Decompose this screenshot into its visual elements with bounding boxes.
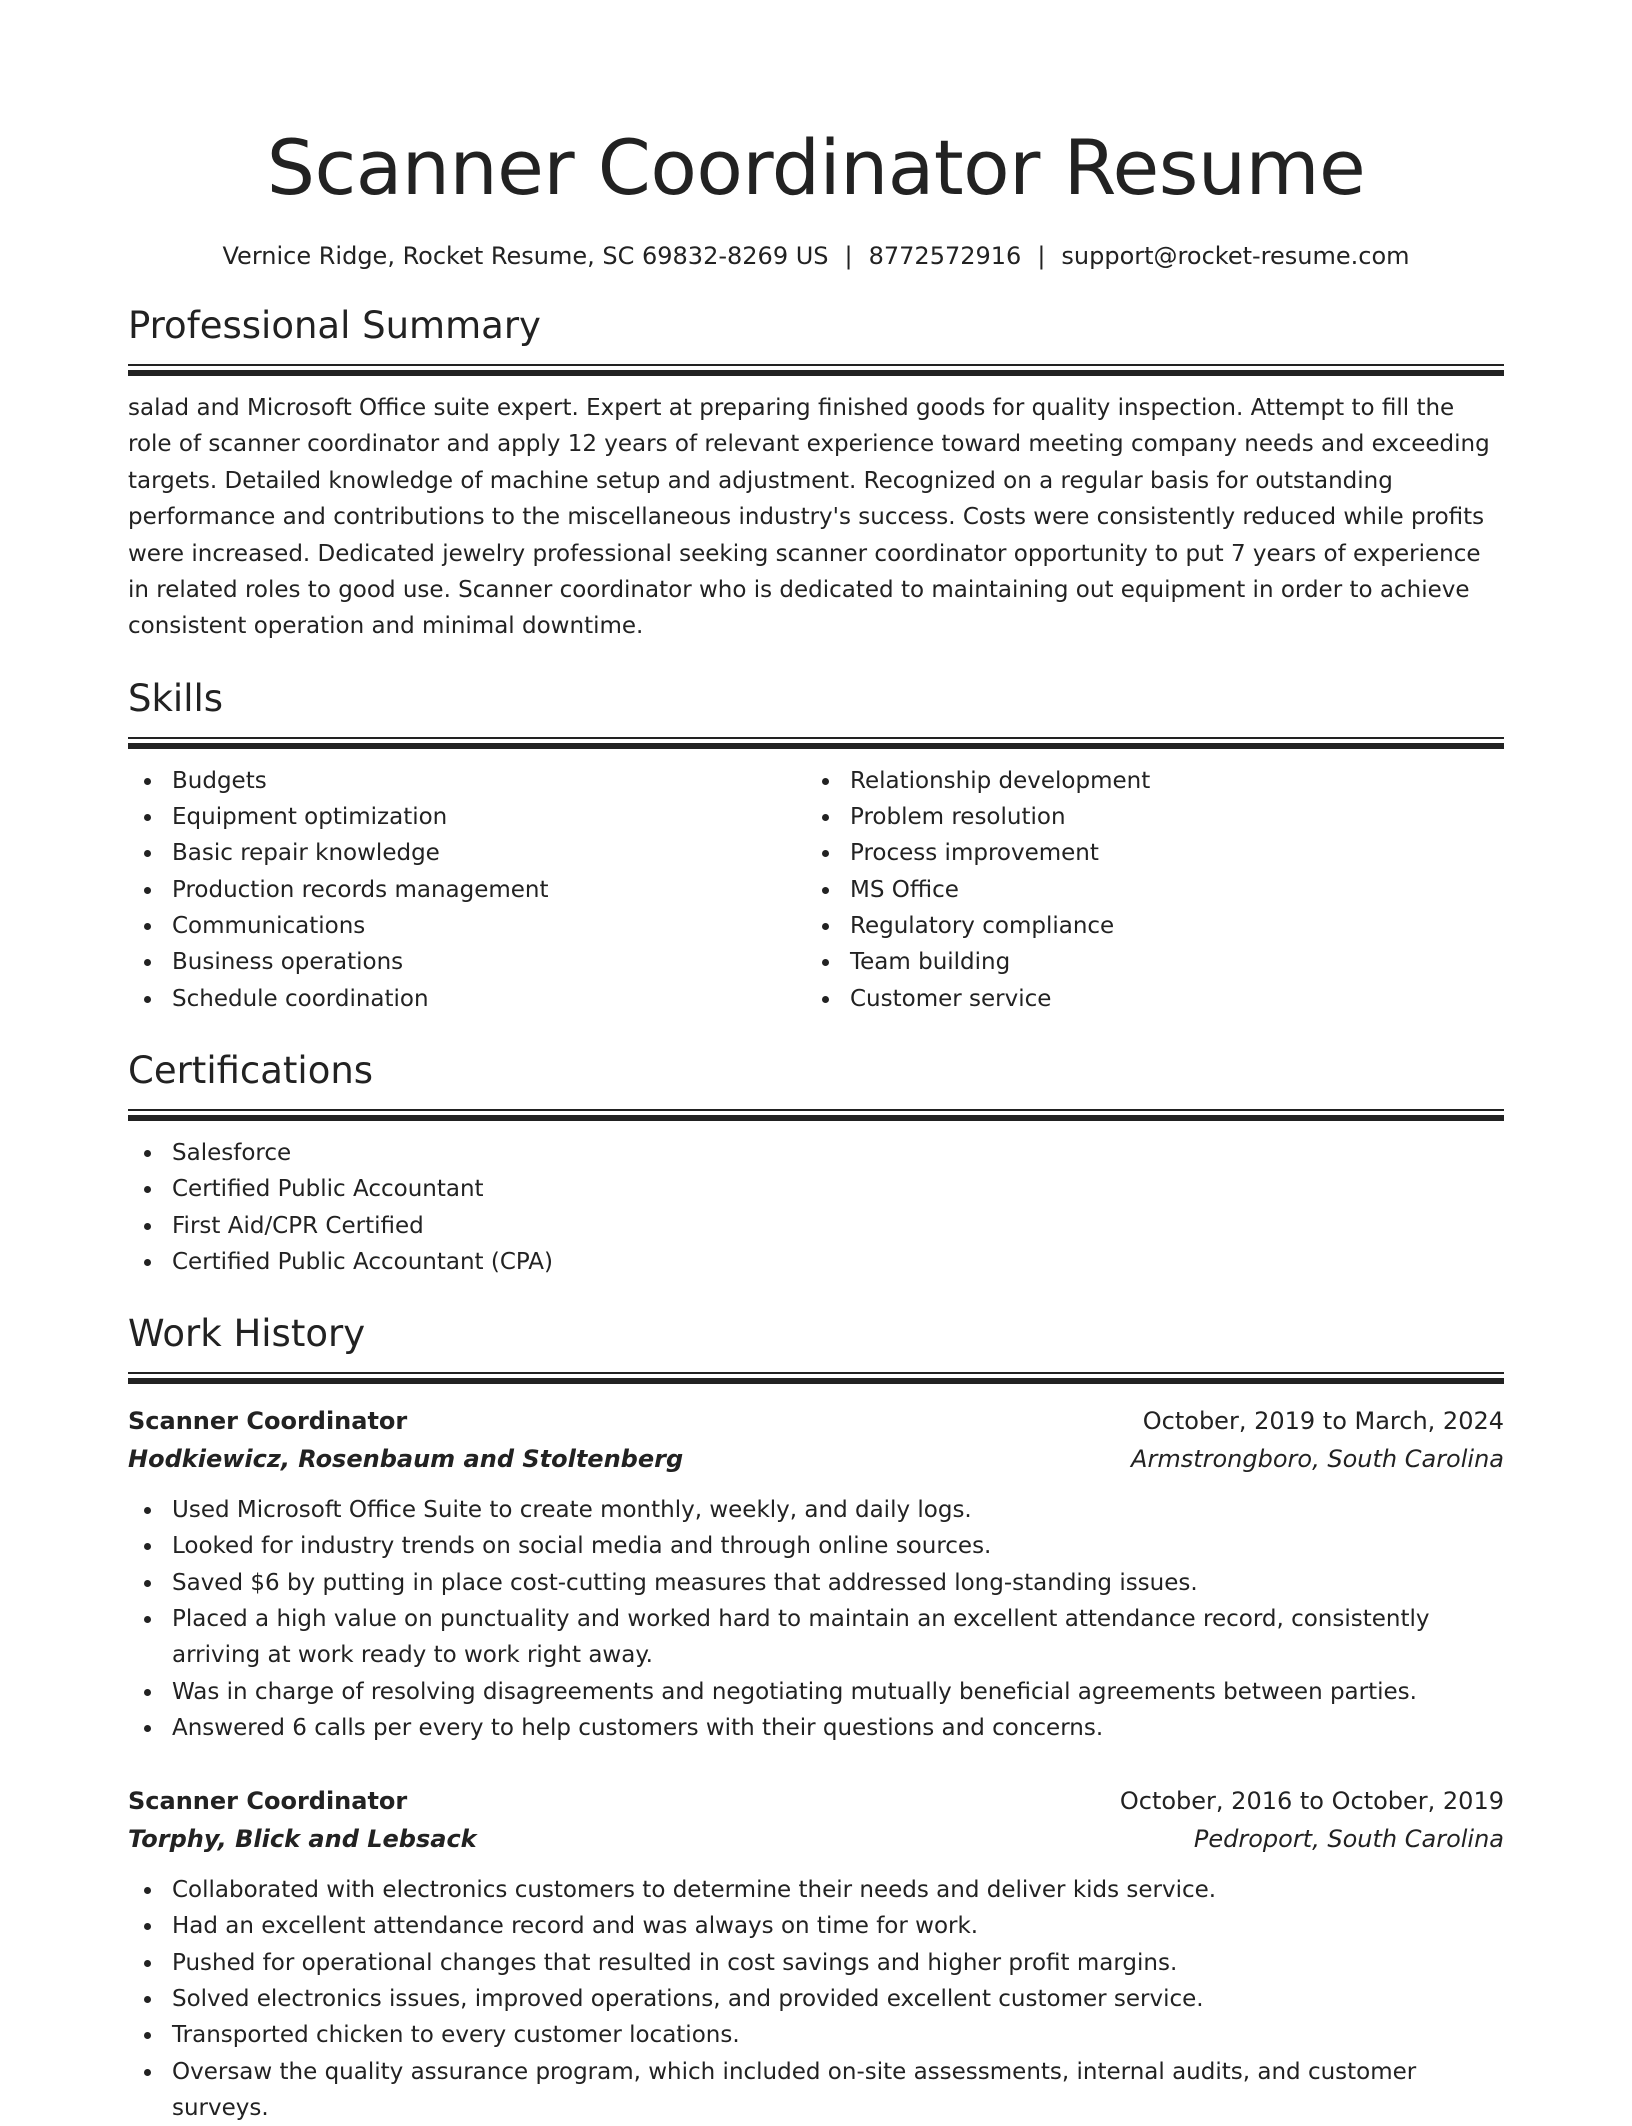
certification-item: First Aid/CPR Certified xyxy=(128,1208,1504,1244)
skill-item: Team building xyxy=(806,944,1484,980)
job-location: Armstrongboro, South Carolina xyxy=(1131,1445,1504,1474)
certification-item: Certified Public Accountant xyxy=(128,1171,1504,1207)
skill-item: Budgets xyxy=(128,763,806,799)
skill-item: Business operations xyxy=(128,944,806,980)
section-divider xyxy=(128,370,1504,376)
job-location: Pedroport, South Carolina xyxy=(1193,1825,1504,1854)
job-duty-item: Had an excellent attendance record and was always on time for work. xyxy=(128,1908,1504,1944)
contact-info xyxy=(128,240,1504,272)
section-divider xyxy=(128,743,1504,749)
skill-item: Process improvement xyxy=(806,835,1484,871)
job-header-row xyxy=(128,1402,1504,1440)
job-duty-item: Was in charge of resolving disagreements and negotiating mutually beneficial agreements between parties. xyxy=(128,1674,1504,1710)
job-company: Torphy, Blick and Lebsack xyxy=(128,1825,477,1854)
job-company: Hodkiewicz, Rosenbaum and Stoltenberg xyxy=(128,1445,684,1474)
job-entry xyxy=(128,1402,1504,1746)
job-dates: October, 2019 to March, 2024 xyxy=(1142,1407,1504,1436)
skill-item: Problem resolution xyxy=(806,799,1484,835)
section-divider xyxy=(128,1115,1504,1121)
job-duty-item: Looked for industry trends on social media and through online sources. xyxy=(128,1528,1504,1564)
resume-title: Scanner Coordinator Resume xyxy=(266,123,1366,212)
skill-item: Basic repair knowledge xyxy=(128,835,806,871)
job-header-row xyxy=(128,1782,1504,1820)
skills-list-left xyxy=(128,763,806,1017)
section-heading: Professional Summary xyxy=(128,304,541,347)
job-title: Scanner Coordinator xyxy=(128,1407,408,1436)
section-divider xyxy=(128,1372,1504,1374)
skill-item: Regulatory compliance xyxy=(806,908,1484,944)
contact-separator: | xyxy=(1037,242,1046,270)
section-divider xyxy=(128,1109,1504,1111)
job-duty-item: Pushed for operational changes that resulted in cost savings and higher profit margins. xyxy=(128,1945,1504,1981)
skills-section xyxy=(128,675,1504,1017)
job-dates: October, 2016 to October, 2019 xyxy=(1119,1787,1504,1816)
work-history-section xyxy=(128,1310,1504,2126)
contact-address: Vernice Ridge, Rocket Resume, SC 69832-8269 US xyxy=(222,242,829,270)
job-subheader-row xyxy=(128,1820,1504,1858)
job-duty-item: Placed a high value on punctuality and worked hard to maintain an excellent attendance record, consistently arriving at work ready to work right away. xyxy=(128,1601,1504,1674)
job-duty-item: Used Microsoft Office Suite to create monthly, weekly, and daily logs. xyxy=(128,1492,1504,1528)
job-duty-item: Answered 6 calls per every to help customers with their questions and concerns. xyxy=(128,1710,1504,1746)
job-duty-item: Oversaw the quality assurance program, which included on-site assessments, internal audits, and customer surveys. xyxy=(128,2054,1504,2126)
job-entry xyxy=(128,1782,1504,2126)
section-heading: Certifications xyxy=(128,1048,374,1092)
skill-item: Schedule coordination xyxy=(128,981,806,1017)
job-duty-item: Collaborated with electronics customers to determine their needs and deliver kids service. xyxy=(128,1872,1504,1908)
section-divider xyxy=(128,737,1504,739)
summary-text: salad and Microsoft Office suite expert. Expert at preparing finished goods for quality inspection. Attempt to fill the role of scanner coordinator and apply 12 years of relevant experience toward meeting company needs and exceeding targets. Detailed knowledge of machine setup and adjustment. Recognized on a regular basis for outstanding performance and contributions to the miscellaneous industry's success. Costs were consistently reduced while profits were increased. Dedicated jewelry professional seeking scanner coordinator opportunity to put 7 years of experience in related roles to good use. Scanner coordinator who is dedicated to maintaining out equipment in order to achieve consistent operation and minimal downtime. xyxy=(128,395,1490,640)
job-title: Scanner Coordinator xyxy=(128,1787,408,1816)
skill-item: Communications xyxy=(128,908,806,944)
skills-columns xyxy=(128,763,1504,1017)
skill-item: Equipment optimization xyxy=(128,799,806,835)
job-duty-item: Solved electronics issues, improved operations, and provided excellent customer service. xyxy=(128,1981,1504,2017)
contact-email: support@rocket-resume.com xyxy=(1061,242,1410,270)
professional-summary-section xyxy=(128,302,1504,645)
section-heading: Skills xyxy=(128,676,224,720)
resume-page xyxy=(128,0,1504,2126)
job-subheader-row xyxy=(128,1440,1504,1478)
certification-item: Salesforce xyxy=(128,1135,1504,1171)
skill-item: Relationship development xyxy=(806,763,1484,799)
section-divider xyxy=(128,364,1504,366)
contact-phone: 8772572916 xyxy=(868,242,1022,270)
section-divider xyxy=(128,1378,1504,1384)
skill-item: Customer service xyxy=(806,981,1484,1017)
skill-item: MS Office xyxy=(806,872,1484,908)
contact-separator: | xyxy=(844,242,853,270)
job-duty-item: Transported chicken to every customer locations. xyxy=(128,2017,1504,2053)
job-duties-list xyxy=(128,1872,1504,2126)
certifications-section xyxy=(128,1047,1504,1280)
job-duty-item: Saved $6 by putting in place cost-cutting measures that addressed long-standing issues. xyxy=(128,1565,1504,1601)
section-heading: Work History xyxy=(128,1312,366,1356)
job-duties-list xyxy=(128,1492,1504,1746)
skill-item: Production records management xyxy=(128,872,806,908)
skills-list-right xyxy=(806,763,1484,1017)
certification-item: Certified Public Accountant (CPA) xyxy=(128,1244,1504,1280)
certifications-list xyxy=(128,1135,1504,1280)
